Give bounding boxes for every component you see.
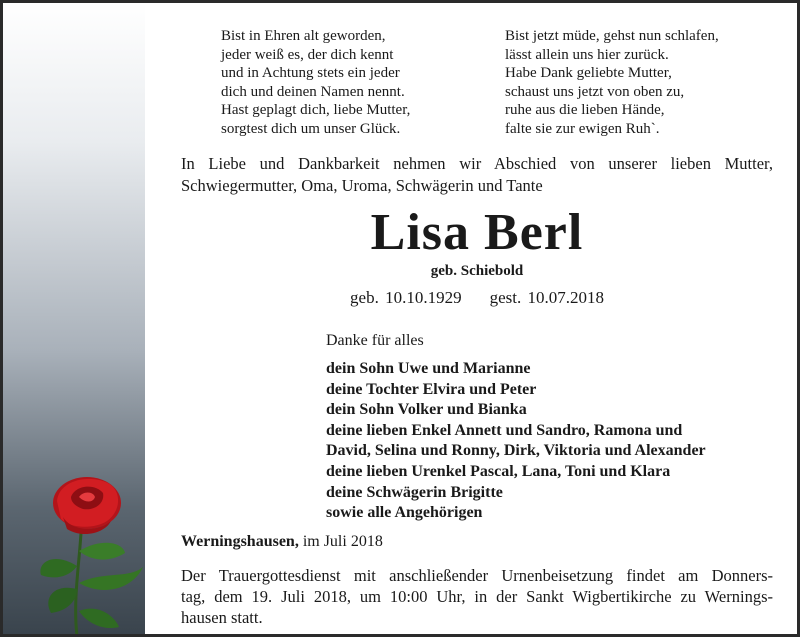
birth-date: geb. 10.10.1929 (350, 288, 462, 307)
poem-line: Habe Dank geliebte Mutter, (505, 65, 672, 81)
mourner-line: David, Selina und Ronny, Dirk, Viktoria und Alexander (326, 442, 706, 460)
red-rose-image (33, 471, 153, 636)
mourners-list (326, 359, 706, 524)
mourner-line: deine lieben Enkel Annett und Sandro, Ramona und (326, 421, 683, 439)
mourner-line: deine Tochter Elvira und Peter (326, 380, 537, 398)
rose-leaf (48, 588, 77, 613)
maiden-name: geb. Schiebold (430, 263, 524, 279)
funeral-service-info (181, 565, 773, 628)
life-dates (181, 288, 773, 308)
thanks-intro: Danke für alles (326, 332, 424, 349)
poem-left-stanza (221, 27, 410, 138)
poem-line: dich und deinen Namen nennt. (221, 83, 405, 100)
rose-leaf (79, 543, 125, 560)
mourner-line: dein Sohn Volker und Bianka (326, 401, 527, 419)
poem-line: und in Achtung stets ein jeder (221, 65, 400, 81)
place-date-line (181, 533, 383, 551)
poem-line: Hast geplagt dich, liebe Mutter, (221, 102, 411, 118)
poem-line: sorgtest dich um unser Glück. (221, 120, 401, 137)
death-date: gest. 10.07.2018 (489, 288, 604, 307)
service-line: hausen statt. (181, 608, 263, 627)
poem-line: ruhe aus die lieben Hände, (505, 102, 665, 118)
rose-leaf (40, 559, 77, 577)
poem-line: falte sie zur ewigen Ruh`. (505, 120, 660, 137)
poem-line: jeder weiß es, der dich kennt (221, 46, 394, 63)
rose-stem (76, 533, 81, 636)
rose-leaf (79, 567, 143, 590)
poem-line: lässt allein uns hier zurück. (505, 46, 669, 63)
intro-line: In Liebe und Dankbarkeit nehmen wir Abschied von unserer lieben Mutter, (181, 154, 773, 173)
poem-line: Bist in Ehren alt geworden, (221, 28, 386, 44)
poem-right-stanza (505, 27, 719, 138)
poem-line: Bist jetzt müde, gehst nun schlafen, (505, 28, 719, 44)
rose-leaf (79, 609, 119, 628)
mourner-line: sowie alle Angehörigen (326, 504, 483, 522)
deceased-name: Lisa Berl (370, 204, 584, 261)
mourner-line: deine lieben Urenkel Pascal, Lana, Toni und Klara (326, 462, 671, 480)
intro-line: Schwiegermutter, Oma, Uroma, Schwägerin und Tante (181, 176, 543, 195)
farewell-intro (181, 153, 773, 197)
notice-date: im Juli 2018 (298, 533, 383, 550)
place-name: Werningshausen, (181, 533, 299, 550)
poem-line: schaust uns jetzt von oben zu, (505, 83, 685, 100)
service-line: Der Trauergottesdienst mit anschließender Urnenbeisetzung findet am Donners- (181, 566, 773, 585)
mourner-line: dein Sohn Uwe und Marianne (326, 360, 531, 377)
service-line: tag, dem 19. Juli 2018, um 10:00 Uhr, in der Sankt Wigbertikirche zu Wernings- (181, 587, 773, 606)
mourner-line: deine Schwägerin Brigitte (326, 483, 503, 501)
